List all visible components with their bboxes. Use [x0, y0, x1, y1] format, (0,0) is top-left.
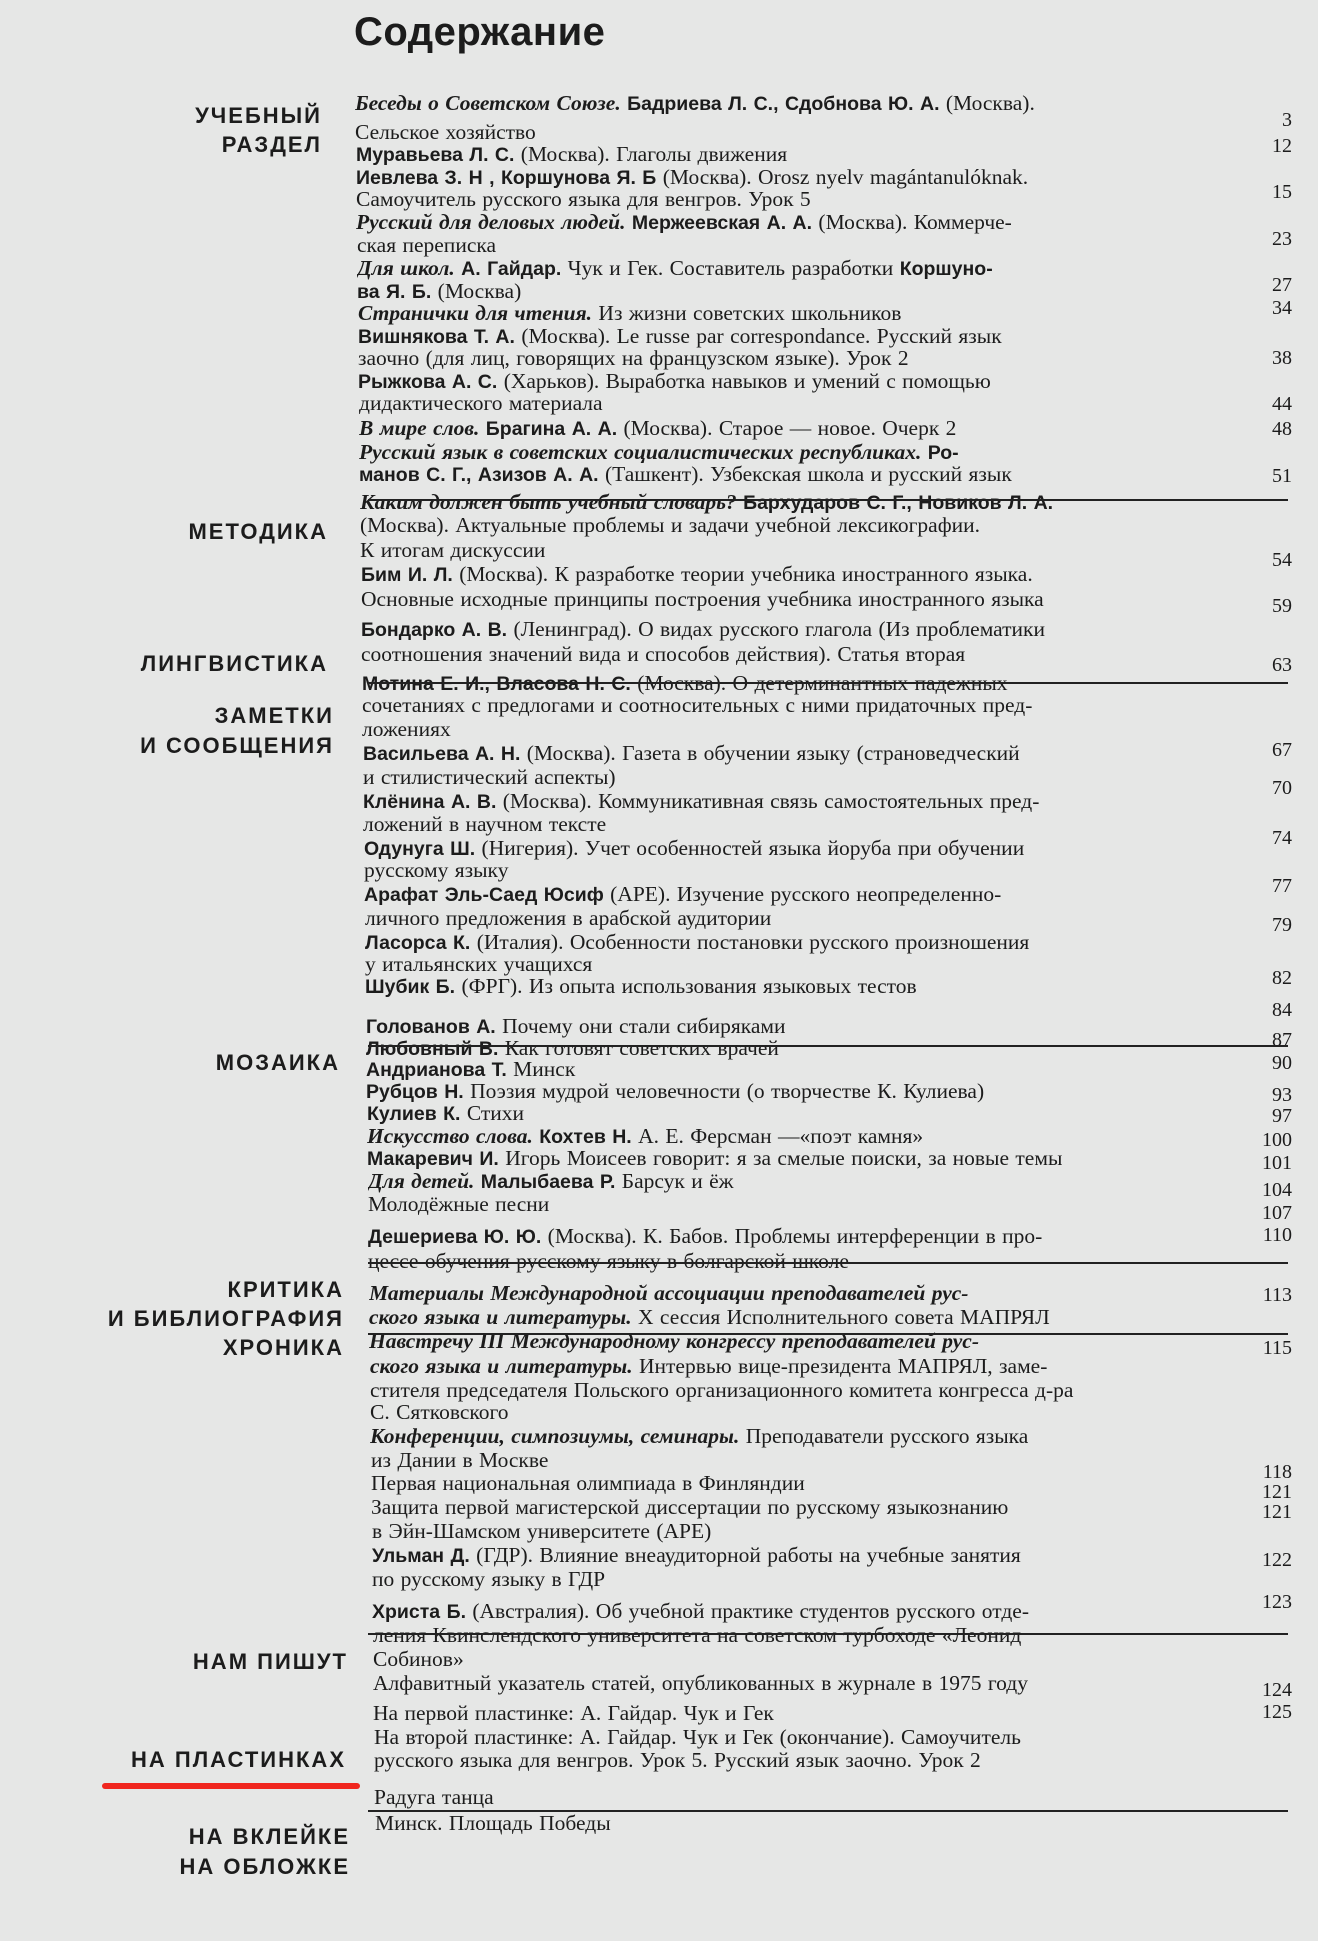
- entry-text: (Москва). К разработке теории учебника иностранного языка.: [452, 562, 1033, 586]
- entry-text: К итогам дискуссии: [360, 538, 546, 562]
- toc-line: [360, 512, 1248, 538]
- toc-line: [363, 764, 1251, 790]
- author-name: Вишнякова Т. А.: [358, 326, 515, 348]
- toc-line: [359, 461, 1247, 487]
- page-number: 101: [1262, 1152, 1292, 1174]
- entry-text: (Ташкент). Узбекская школа и русский язык: [598, 462, 1012, 486]
- page-number: 122: [1262, 1549, 1292, 1571]
- entry-text: (Москва). Коммерче-: [812, 210, 1012, 234]
- author-name: Мержеевская А. А.: [631, 212, 813, 234]
- entry-text: Самоучитель русского языка для венгров. Урок 5: [356, 187, 811, 211]
- author-name: Кулиев К.: [367, 1103, 461, 1125]
- entry-text: Радуга танца: [374, 1785, 494, 1809]
- section-divider: [368, 1333, 1288, 1335]
- rubric-title: ского языка и литературы.: [370, 1354, 633, 1378]
- toc-line: [373, 1700, 1261, 1726]
- page-number: 97: [1272, 1105, 1292, 1127]
- toc-line: [373, 1646, 1261, 1672]
- section-label: НА ВКЛЕЙКЕ: [188, 1824, 350, 1849]
- entry-text: личного предложения в арабской аудитории: [365, 906, 772, 930]
- page-title: Содержание: [354, 10, 606, 54]
- toc-line: [374, 1747, 1262, 1773]
- toc-line: [368, 1248, 1256, 1274]
- page-number: 48: [1272, 418, 1292, 440]
- toc-line: [371, 1494, 1259, 1520]
- entry-text: (Москва). Orosz nyelv magántanulóknak.: [656, 165, 1029, 189]
- page-number: 124: [1262, 1679, 1292, 1701]
- red-underline-mark: [102, 1783, 360, 1789]
- author-name: Голованов А.: [366, 1016, 496, 1038]
- toc-line: [374, 1784, 1262, 1810]
- page-number: 100: [1262, 1129, 1292, 1151]
- rubric-title: Материалы Международной ассоциации преподавателей рус-: [369, 1281, 969, 1305]
- author-name: Клёнина А. В.: [363, 791, 497, 813]
- entry-text: Алфавитный указатель статей, опубликованных в журнале в 1975 году: [373, 1671, 1028, 1695]
- page-number: 115: [1262, 1337, 1292, 1359]
- author-name: Бондарко А. В.: [361, 619, 508, 641]
- author-name: ва Я. Б.: [357, 281, 432, 303]
- entry-text: (Австралия). Об учебной практике студентов русского отде-: [466, 1599, 1029, 1623]
- entry-text: (Москва): [431, 279, 522, 303]
- rubric-title: Для школ.: [357, 256, 455, 280]
- author-name: Бим И. Л.: [361, 564, 453, 586]
- author-name: Коршуно-: [899, 258, 993, 280]
- entry-text: Первая национальная олимпиада в Финляндии: [371, 1471, 805, 1495]
- author-name: Макаревич И.: [367, 1148, 499, 1170]
- entry-text: (ФРГ). Из опыта использования языковых тестов: [455, 974, 917, 998]
- entry-text: Почему они стали сибиряками: [495, 1014, 786, 1038]
- entry-text: в Эйн-Шамском университете (АРЕ): [372, 1519, 712, 1543]
- toc-line: [375, 1810, 1263, 1836]
- entry-text: стителя председателя Польского организационного комитета конгресса д-ра: [370, 1378, 1074, 1402]
- section-divider: [368, 1633, 1288, 1635]
- toc-line: [373, 1622, 1261, 1648]
- author-name: Арафат Эль-Саед Юсиф: [364, 884, 604, 906]
- rubric-title: Каким должен быть учебный словарь?: [360, 490, 737, 514]
- author-name: Малыбаева Р.: [480, 1171, 616, 1193]
- page-number: 3: [1282, 109, 1292, 131]
- page-number: 93: [1272, 1084, 1292, 1106]
- section-divider: [368, 499, 1288, 501]
- author-name: Любовный В.: [366, 1038, 499, 1060]
- toc-line: [368, 1191, 1256, 1217]
- entry-text: по русскому языку в ГДР: [372, 1567, 606, 1591]
- entry-text: соотношения значений вида и способов действия). Статья вторая: [361, 642, 966, 666]
- section-label: НА ПЛАСТИНКАХ: [131, 1747, 346, 1772]
- entry-text: (Москва). Глаголы движения: [514, 142, 788, 166]
- page-number: 121: [1262, 1481, 1292, 1503]
- section-label: МОЗАИКА: [215, 1050, 340, 1075]
- entry-text: цессе обучения русскому языку в болгарской школе: [368, 1249, 849, 1273]
- rubric-title: Русский для деловых людей.: [356, 210, 626, 234]
- toc-line: [365, 905, 1253, 931]
- page-number: 74: [1272, 827, 1292, 849]
- toc-line: [362, 692, 1250, 718]
- toc-line: [372, 1518, 1260, 1544]
- entry-text: (ГДР). Влияние внеаудиторной работы на учебные занятия: [469, 1543, 1021, 1567]
- page-number: 34: [1272, 297, 1292, 319]
- entry-text: Барсук и ёж: [615, 1169, 734, 1193]
- author-name: Васильева А. Н.: [363, 743, 521, 765]
- section-label: РАЗДЕЛ: [221, 132, 322, 157]
- entry-text: Игорь Моисеев говорит: я за смелые поиски, за новые темы: [498, 1146, 1063, 1170]
- entry-text: Чук и Гек. Составитель разработки: [561, 256, 900, 280]
- toc-line: [370, 1399, 1258, 1425]
- rubric-title: Для детей.: [368, 1169, 475, 1193]
- rubric-title: Беседы о Советском Союзе.: [355, 91, 621, 115]
- entry-text: и стилистический аспекты): [363, 765, 616, 789]
- page-number: 121: [1262, 1501, 1292, 1523]
- section-divider: [368, 1262, 1288, 1264]
- entry-text: (Москва). О детерминантных падежных: [630, 671, 1008, 695]
- rubric-title: Искусство слова.: [367, 1124, 533, 1148]
- rubric-title: Странички для чтения.: [358, 301, 593, 325]
- entry-text: Сельское хозяйство: [355, 120, 536, 144]
- toc-line: [361, 616, 1249, 642]
- page-number: 12: [1272, 135, 1292, 157]
- author-name: Иевлева З. Н , Коршунова Я. Б: [356, 167, 657, 189]
- toc-line: [368, 1223, 1256, 1249]
- entry-text: (Москва). Актуальные проблемы и задачи учебной лексикографии.: [360, 513, 981, 537]
- author-name: Шубик Б.: [365, 976, 456, 998]
- page-number: 110: [1262, 1224, 1292, 1246]
- page-number: 54: [1272, 549, 1292, 571]
- author-name: манов С. Г., Азизов А. А.: [359, 464, 599, 486]
- author-name: Христа Б.: [372, 1601, 466, 1623]
- entry-text: Стихи: [460, 1101, 525, 1125]
- toc-line: [363, 740, 1251, 766]
- author-name: Мотина Е. И., Власова Н. С.: [362, 673, 631, 695]
- author-name: Дешериева Ю. Ю.: [368, 1226, 542, 1248]
- entry-text: из Дании в Москве: [371, 1448, 549, 1472]
- author-name: Ласорса К.: [365, 932, 471, 954]
- toc-line: [363, 811, 1251, 837]
- entry-text: Минск. Площадь Победы: [375, 1811, 611, 1835]
- section-divider: [368, 682, 1288, 684]
- entry-text: (Москва). Коммуникативная связь самостоятельных пред-: [496, 789, 1040, 813]
- author-name: Брагина А. А.: [485, 418, 618, 440]
- entry-text: (Москва). Старое — новое. Очерк 2: [617, 416, 957, 440]
- entry-text: Преподаватели русского языка: [739, 1424, 1029, 1448]
- author-name: Бадриева Л. С., Сдобнова Ю. А.: [627, 93, 940, 115]
- section-label: И БИБЛИОГРАФИЯ: [107, 1306, 344, 1331]
- entry-text: Основные исходные принципы построения учебника иностранного языка: [361, 587, 1044, 611]
- entry-text: X сессия Исполнительного совета МАПРЯЛ: [631, 1305, 1050, 1329]
- page-number: 59: [1272, 595, 1292, 617]
- page-number: 118: [1262, 1461, 1292, 1483]
- entry-text: Поэзия мудрой человечности (о творчестве К. Кулиева): [463, 1079, 985, 1103]
- page-number: 15: [1272, 181, 1292, 203]
- entry-text: На второй пластинке: А. Гайдар. Чук и Гек (окончание). Самоучитель: [374, 1725, 1021, 1749]
- section-label: НА ОБЛОЖКЕ: [179, 1854, 350, 1879]
- entry-text: (Москва). Le russe par correspondance. Русский язык: [514, 324, 1002, 348]
- toc-line: [371, 1470, 1259, 1496]
- entry-text: (Ленинград). О видах русского глагола (Из проблематики: [507, 617, 1045, 641]
- entry-text: (Харьков). Выработка навыков и умений с помощью: [497, 369, 991, 393]
- page-number: 125: [1262, 1701, 1292, 1723]
- page-number: 104: [1262, 1179, 1292, 1201]
- toc-line: [369, 1280, 1257, 1306]
- entry-text: ложениях: [362, 717, 451, 741]
- entry-text: Защита первой магистерской диссертации по русскому языкознанию: [371, 1495, 1009, 1519]
- toc-line: [372, 1598, 1260, 1624]
- author-name: Ро-: [927, 442, 959, 464]
- entry-text: дидактического материала: [359, 391, 603, 415]
- entry-text: у итальянских учащихся: [365, 952, 593, 976]
- section-label: МЕТОДИКА: [188, 519, 328, 544]
- page-number: 87: [1272, 1029, 1292, 1051]
- entry-text: Минск: [506, 1057, 576, 1081]
- page-number: 113: [1262, 1284, 1292, 1306]
- page-number: 77: [1272, 875, 1292, 897]
- section-divider: [368, 1045, 1288, 1047]
- toc-line: [361, 641, 1249, 667]
- entry-text: заочно (для лиц, говорящих на французском языке). Урок 2: [358, 346, 909, 370]
- entry-text: русскому языку: [364, 858, 509, 882]
- author-name: Бархударов С. Г., Новиков Л. А.: [743, 492, 1054, 514]
- toc-line: [364, 881, 1252, 907]
- section-label: УЧЕБНЫЙ: [195, 103, 322, 128]
- rubric-title: Русский язык в советских социалистических республиках.: [359, 440, 922, 464]
- toc-line: [361, 561, 1249, 587]
- toc-line: [359, 390, 1247, 416]
- section-divider: [368, 1810, 1288, 1812]
- page-number: 63: [1272, 654, 1292, 676]
- entry-text: ская переписка: [357, 233, 497, 257]
- entry-text: С. Сятковского: [370, 1400, 509, 1424]
- section-label: И СООБЩЕНИЯ: [140, 733, 334, 758]
- entry-text: Молодёжные песни: [368, 1192, 550, 1216]
- rubric-title: Навстречу III Международному конгрессу преподавателей рус-: [369, 1329, 979, 1353]
- entry-text: Из жизни советских школьников: [592, 301, 902, 325]
- rubric-title: В мире слов.: [359, 416, 480, 440]
- page-number: 51: [1272, 465, 1292, 487]
- author-name: Кохтев Н.: [539, 1126, 632, 1148]
- entry-text: (Нигерия). Учет особенностей языка йоруба при обучении: [475, 836, 1025, 860]
- toc-line: [369, 1304, 1257, 1330]
- toc-line: [365, 973, 1253, 999]
- entry-text: (Москва). Газета в обучении языку (страноведческий: [520, 741, 1020, 765]
- page-number: 23: [1272, 228, 1292, 250]
- page-number: 79: [1272, 914, 1292, 936]
- page-number: 123: [1262, 1591, 1292, 1613]
- toc-line: [364, 857, 1252, 883]
- entry-text: (АРЕ). Изучение русского неопределенно-: [603, 882, 1002, 906]
- rubric-title: ского языка и литературы.: [369, 1305, 632, 1329]
- toc-line: [355, 90, 1243, 116]
- page-number: 27: [1272, 274, 1292, 296]
- author-name: Рыжкова А. С.: [358, 371, 498, 393]
- page-number: 38: [1272, 347, 1292, 369]
- author-name: Андрианова Т.: [366, 1059, 507, 1081]
- toc-line: [361, 586, 1249, 612]
- entry-text: ложений в научном тексте: [363, 812, 607, 836]
- section-label: ЛИНГВИСТИКА: [140, 651, 328, 676]
- toc-line: [359, 415, 1247, 441]
- page-number: 44: [1272, 393, 1292, 415]
- page-number: 90: [1272, 1052, 1292, 1074]
- toc-line: [370, 1353, 1258, 1379]
- rubric-title: Конференции, симпозиумы, семинары.: [370, 1424, 740, 1448]
- entry-text: ления Квинслендского университета на советском турбоходе «Леонид: [373, 1623, 1022, 1647]
- page-number: 107: [1262, 1202, 1292, 1224]
- toc-line: [362, 716, 1250, 742]
- author-name: Одунуга Ш.: [364, 838, 476, 860]
- toc-line: [372, 1566, 1260, 1592]
- page-number: 70: [1272, 777, 1292, 799]
- author-name: Ульман Д.: [372, 1545, 470, 1567]
- entry-text: (Москва). К. Бабов. Проблемы интерференции в про-: [541, 1224, 1043, 1248]
- section-label: ЗАМЕТКИ: [214, 703, 334, 728]
- section-label: ХРОНИКА: [222, 1335, 344, 1360]
- entry-text: (Италия). Особенности постановки русского произношения: [470, 930, 1030, 954]
- author-name: А. Гайдар.: [461, 258, 562, 280]
- section-label: КРИТИКА: [227, 1277, 344, 1302]
- toc-line: [360, 537, 1248, 563]
- author-name: Рубцов Н.: [366, 1081, 464, 1103]
- entry-text: русского языка для венгров. Урок 5. Русский язык заочно. Урок 2: [374, 1748, 981, 1772]
- toc-line: [372, 1542, 1260, 1568]
- page-number: 84: [1272, 999, 1292, 1021]
- entry-text: Собинов»: [373, 1647, 464, 1671]
- toc-line: [370, 1423, 1258, 1449]
- entry-text: (Москва).: [939, 91, 1035, 115]
- entry-text: сочетаниях с предлогами и соотносительных с ними придаточных пред-: [362, 693, 1033, 717]
- toc-line: [373, 1670, 1261, 1696]
- page-number: 82: [1272, 967, 1292, 989]
- toc-line: [369, 1328, 1257, 1354]
- section-label: НАМ ПИШУТ: [192, 1649, 348, 1674]
- entry-text: На первой пластинке: А. Гайдар. Чук и Гек: [373, 1701, 774, 1725]
- entry-text: Интервью вице-президента МАПРЯЛ, заме-: [632, 1354, 1048, 1378]
- page-number: 67: [1272, 739, 1292, 761]
- entry-text: Как готовят советских врачей: [498, 1036, 779, 1060]
- entry-text: А. Е. Ферсман —«поэт камня»: [631, 1124, 924, 1148]
- author-name: Муравьева Л. С.: [356, 144, 515, 166]
